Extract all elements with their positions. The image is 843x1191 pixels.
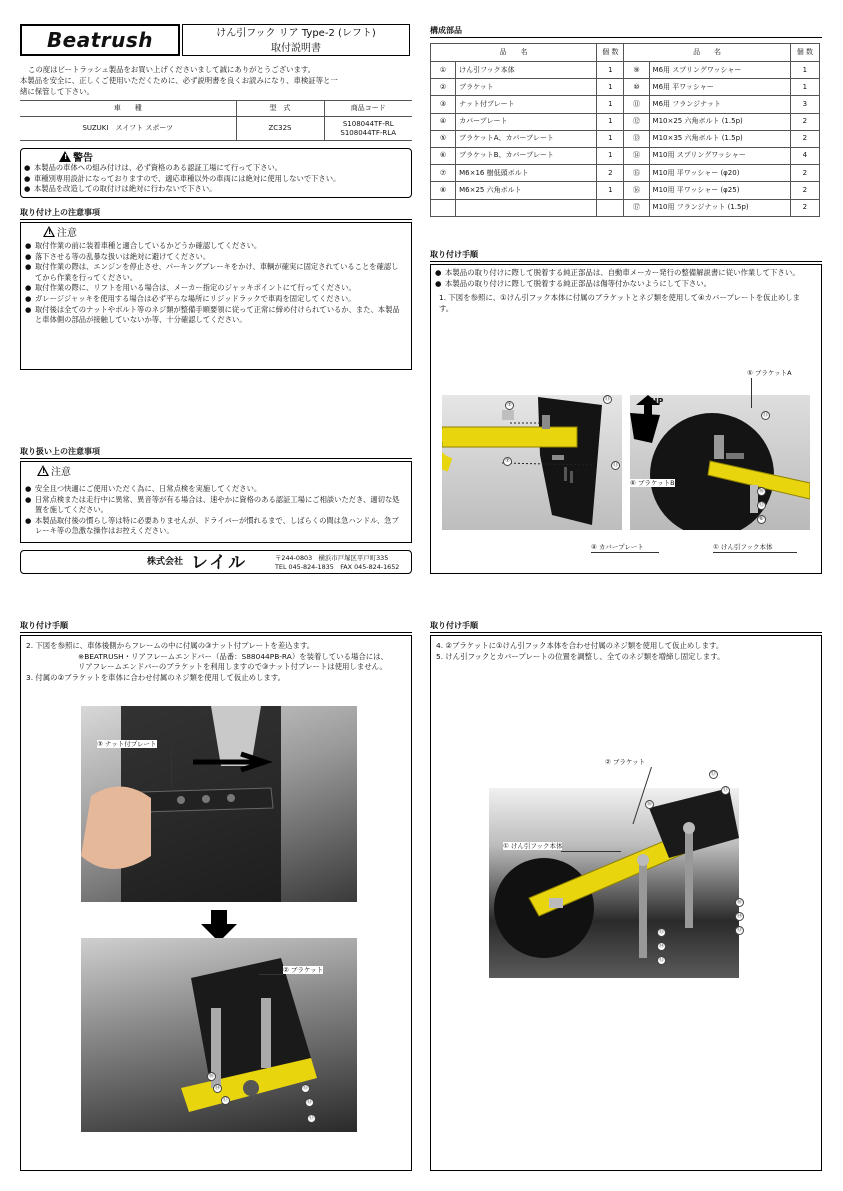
parts-cell: ⑯ — [624, 182, 649, 199]
procedure2-step2-note: ※BEATRUSH・リアフレームエンドバー（品番：S88044PB-RA）を装着している場合には、リアフレームエンドバーのブラケットを利用しますので③ナット付プレートは使用しません。 — [78, 651, 388, 671]
label-nut-plate: ③ ナット付プレート — [97, 740, 157, 748]
parts-cell: M6×16 樹低頭ボルト — [456, 165, 597, 182]
handling-caution-heading — [20, 447, 412, 459]
part-marker: ⑭ — [736, 913, 742, 919]
parts-cell: ⑩ — [624, 79, 649, 96]
procedure3-heading — [430, 621, 822, 633]
parts-cell: 1 — [597, 182, 624, 199]
vehicle-header-code: 商品コード — [324, 101, 412, 117]
part-marker: ⑪ — [604, 396, 610, 402]
procedure3-step5: 5. けん引フックとカバープレートの位置を調整し、全てのネジ類を増締し固定します。 — [436, 651, 725, 661]
company-phone: TEL 045-824-1835 FAX 045-824-1652 — [275, 562, 400, 571]
parts-cell: ブラケット — [456, 79, 597, 96]
label-cover-plate: ④ カバープレート — [591, 543, 644, 551]
parts-row — [431, 113, 820, 130]
company-name: レイル — [191, 553, 248, 573]
parts-cell: ⑬ — [624, 130, 649, 147]
handling-caution-box — [20, 461, 412, 543]
parts-cell: 1 — [790, 62, 819, 79]
intro-text — [20, 64, 412, 97]
warning-item: ● 本製品を改造しての取付けは絶対に行わないで下さい。 — [24, 184, 408, 195]
procedure3-box — [430, 635, 822, 1171]
parts-cell: 1 — [597, 62, 624, 79]
company-contact — [275, 554, 399, 571]
parts-row — [431, 165, 820, 182]
procedure1-step1: 1. 下図を参照に、①けん引フック本体に付属のブラケットとネジ類を使用して④カバープレートを仮止めします。 — [439, 293, 801, 313]
parts-header-name-right: 品 名 — [624, 44, 790, 62]
procedure3-step4: 4. ②ブラケットに①けん引フック本体を合わせ付属のネジ類を使用して仮止めします。 — [436, 641, 724, 650]
parts-header-name-left: 品 名 — [431, 44, 597, 62]
vehicle-header-model: 型 式 — [236, 101, 324, 117]
vehicle-header-car: 車 種 — [20, 101, 236, 117]
part-marker: ⑯ — [736, 899, 742, 905]
parts-cell: 2 — [597, 165, 624, 182]
parts-cell: M6用 フランジナット — [649, 96, 790, 113]
part-marker: ⑰ — [308, 1115, 314, 1121]
brand-name: Beatrush — [46, 28, 154, 52]
label-bracket: ② ブラケット — [605, 758, 646, 766]
parts-cell: ⑮ — [624, 165, 649, 182]
parts-cell: 1 — [790, 79, 819, 96]
company-prefix: 株式会社 — [147, 557, 184, 567]
procedure2-heading-text: 取り付け手順 — [20, 621, 68, 630]
parts-header-qty-right: 個 数 — [790, 44, 819, 62]
parts-cell: ① — [431, 62, 456, 79]
hook-cover-illustration — [442, 395, 622, 530]
part-marker: ⑬ — [306, 1099, 312, 1105]
warning-title-text: 警告 — [73, 153, 93, 164]
procedure1-note: ● 本製品の取り付けに際して脱着する純正部品は傷等付かないようにして下さい。 — [435, 279, 815, 290]
company-address: 〒244-0803 横浜市戸塚区平戸町335 — [275, 554, 389, 562]
handling-caution-item: ● 安全且つ快適にご使用いただく為に、日常点検を実施してください。 — [25, 484, 405, 495]
parts-cell: ⑥ — [431, 147, 456, 164]
procedure2-heading — [20, 621, 412, 633]
warning-list — [24, 163, 408, 195]
handling-caution-heading-text: 取り扱い上の注意事項 — [20, 447, 100, 456]
install-caution-heading — [20, 208, 412, 220]
parts-cell: 2 — [790, 130, 819, 147]
part-marker: ⑰ — [710, 771, 716, 777]
part-marker: ⑭ — [658, 943, 664, 949]
part-marker: ⑥ — [757, 515, 766, 524]
handling-caution-title — [37, 465, 71, 479]
parts-cell: カバープレート — [456, 113, 597, 130]
parts-cell: 2 — [790, 165, 819, 182]
intro-line1: この度はビートラッシュ製品をお買い上げくださいまして誠にありがとうございます。 — [28, 65, 316, 74]
handling-caution-item: ● 本製品取付後の慣らし等は特に必要ありませんが、ドライバーが慣れるまで、しばらくの間は急ハンドル、急ブレーキ等の急激な操作はお控えください。 — [25, 516, 405, 537]
install-caution-title — [43, 226, 77, 240]
procedure2-box — [20, 635, 412, 1171]
label-hook-body: ① けん引フック本体 — [713, 543, 773, 551]
parts-cell: 2 — [790, 113, 819, 130]
nut-plate-illustration — [81, 706, 357, 902]
parts-row — [431, 147, 820, 164]
parts-row — [431, 182, 820, 199]
vehicle-codes — [324, 117, 412, 141]
parts-cell: M10用 フランジナット (1.5p) — [649, 199, 790, 216]
parts-row — [431, 96, 820, 113]
part-marker: ⑭ — [214, 1085, 220, 1091]
intro-line2: 本製品を安全に、正しくご使用いただくために、必ず説明書を良くお読みになり、車検証等と一 — [20, 76, 338, 85]
company-box — [20, 550, 412, 574]
document-title — [182, 24, 410, 56]
install-caution-list — [25, 241, 405, 326]
part-marker: ⑰ — [722, 787, 728, 793]
parts-heading — [430, 26, 822, 38]
part-marker: ⑮ — [658, 929, 664, 935]
parts-cell: ⑦ — [431, 165, 456, 182]
parts-cell: 1 — [597, 113, 624, 130]
vehicle-code-1: S108044TF-RL — [342, 119, 394, 128]
handling-caution-item: ● 日常点検または走行中に異常、異音等が有る場合は、速やかに資格のある認証工場にご相談いただき、適切な処置を施してください。 — [25, 495, 405, 516]
bracket-illustration — [630, 395, 810, 530]
part-marker: ⑰ — [222, 1097, 228, 1103]
warning-item: ● 車種別専用設計になっておりますので、適応車種以外の車両には絶対に使用しないで下さい。 — [24, 174, 408, 185]
parts-cell: M10×25 六角ボルト (1.5p) — [649, 113, 790, 130]
photo-hook-cover-side — [442, 395, 622, 530]
install-caution-item: ● 取付後は全てのナットやボルト等のネジ類が整備手順要領に従って正常に締め付けられているか、また、本製品と車体側の部品が接触していないか等、十分確認してください。 — [25, 305, 405, 326]
parts-cell: M10用 平ワッシャー (φ25) — [649, 182, 790, 199]
vehicle-car: SUZUKI スイフト スポーツ — [20, 117, 236, 141]
parts-row — [431, 62, 820, 79]
parts-cell: ブラケットB、カバープレート — [456, 147, 597, 164]
parts-cell — [456, 199, 597, 216]
part-marker: ⑯ — [646, 801, 652, 807]
caution-icon — [37, 465, 49, 476]
parts-cell: 1 — [597, 130, 624, 147]
parts-cell: 1 — [597, 147, 624, 164]
brand-logo — [20, 24, 180, 56]
parts-cell: ③ — [431, 96, 456, 113]
parts-cell: ④ — [431, 113, 456, 130]
photo-hook-cover-bracket — [630, 395, 810, 530]
procedure1-heading-text: 取り付け手順 — [430, 250, 478, 259]
parts-cell: ⑨ — [624, 62, 649, 79]
photo-hook-install — [489, 788, 739, 978]
parts-cell — [597, 199, 624, 216]
up-label: UP — [651, 397, 664, 406]
parts-cell: M10用 平ワッシャー (φ20) — [649, 165, 790, 182]
parts-cell: ⑧ — [431, 182, 456, 199]
vehicle-model: ZC32S — [236, 117, 324, 141]
handling-caution-list — [25, 484, 405, 537]
warning-box — [20, 148, 412, 198]
parts-table — [430, 43, 820, 217]
procedure2-step2: 2. 下図を参照に、車体後側からフレームの中に付属の③ナット付プレートを差込ます。 — [26, 641, 315, 650]
parts-row — [431, 79, 820, 96]
parts-cell: ブラケットA、カバープレート — [456, 130, 597, 147]
vehicle-table — [20, 100, 412, 141]
part-marker: ⑫ — [758, 502, 764, 508]
parts-cell: 4 — [790, 147, 819, 164]
parts-cell: M10×35 六角ボルト (1.5p) — [649, 130, 790, 147]
part-marker: ⑪ — [762, 412, 768, 418]
warning-item: ● 本製品の車体への組み付けは、必ず資格のある認証工場にて行って下さい。 — [24, 163, 408, 174]
part-marker: ⑯ — [758, 488, 764, 494]
install-caution-title-text: 注意 — [57, 228, 77, 239]
caution-icon — [43, 226, 55, 237]
parts-cell: 1 — [597, 79, 624, 96]
procedure1-box — [430, 264, 822, 574]
procedure1-note: ● 本製品の取り付けに際して脱着する純正部品は、自動車メーカー発行の整備解説書に従い作業して下さい。 — [435, 268, 815, 279]
part-marker: ⑮ — [302, 1085, 308, 1091]
label-bracket-a: ⑤ ブラケットA — [747, 369, 792, 377]
procedure1-notes — [435, 268, 815, 314]
procedure2-step3: 3. 付属の②ブラケットを車体に合わせ付属のネジ類を使用して仮止めします。 — [26, 672, 285, 682]
warning-icon — [59, 151, 71, 162]
parts-cell: 2 — [790, 182, 819, 199]
parts-cell: M6用 スプリングワッシャー — [649, 62, 790, 79]
parts-cell: M6×25 六角ボルト — [456, 182, 597, 199]
label-bracket: ② ブラケット — [283, 966, 324, 974]
install-caution-item: ● 取付作業の前に装着車種と適合しているかどうか確認してください。 — [25, 241, 405, 252]
parts-row — [431, 199, 820, 216]
title-line2: 取付説明書 — [271, 43, 321, 54]
install-caution-item: ● 取付作業の際に、リフトを用いる場合は、メーカー指定のジャッキポイントにて行ってください。 — [25, 283, 405, 294]
part-marker: ⑦ — [503, 457, 512, 466]
part-marker: ⑪ — [612, 462, 618, 468]
parts-cell: ⑪ — [624, 96, 649, 113]
parts-cell: ⑭ — [624, 147, 649, 164]
parts-cell: 2 — [790, 199, 819, 216]
install-caution-item: ● ガレージジャッキを使用する場合は必ず平らな場所にリジッドラックで車両を固定してください。 — [25, 294, 405, 305]
install-caution-item: ● 取付作業の際は、エンジンを停止させ、パーキングブレーキをかけ、車輌が確実に固定されていることを確認してから作業を行ってください。 — [25, 262, 405, 283]
parts-cell: ⑫ — [624, 113, 649, 130]
parts-row — [431, 130, 820, 147]
title-line1: けん引フック リア Type-2 (レフト) — [216, 28, 376, 39]
parts-cell: ⑰ — [624, 199, 649, 216]
procedure3-heading-text: 取り付け手順 — [430, 621, 478, 630]
photo-nut-plate-insert — [81, 706, 357, 902]
parts-cell: M6用 平ワッシャー — [649, 79, 790, 96]
parts-cell: 1 — [597, 96, 624, 113]
install-caution-item: ● 落下させる等の乱暴な扱いは絶対に避けてください。 — [25, 252, 405, 263]
parts-cell: けん引フック本体 — [456, 62, 597, 79]
handling-caution-title-text: 注意 — [51, 467, 71, 478]
parts-cell: ⑤ — [431, 130, 456, 147]
procedure3-text — [436, 641, 815, 662]
parts-body — [431, 62, 820, 217]
label-hook-body: ① けん引フック本体 — [503, 842, 563, 850]
part-marker: ⑯ — [208, 1073, 214, 1079]
parts-cell: ② — [431, 79, 456, 96]
part-marker: ⑦ — [505, 401, 514, 410]
intro-line3: 緒に保管して下さい。 — [20, 87, 94, 96]
procedure2-text — [26, 641, 405, 683]
vehicle-code-2: S108044TF-RLA — [340, 128, 397, 137]
parts-cell: M10用 スプリングワッシャー — [649, 147, 790, 164]
hook-install-illustration — [489, 788, 739, 978]
part-marker: ⑫ — [658, 957, 664, 963]
procedure1-heading — [430, 250, 822, 262]
parts-cell: 3 — [790, 96, 819, 113]
part-marker: ⑬ — [736, 927, 742, 933]
parts-cell: ナット付プレート — [456, 96, 597, 113]
label-bracket-b: ⑥ ブラケットB — [630, 479, 675, 487]
parts-header-qty-left: 個 数 — [597, 44, 624, 62]
install-caution-box — [20, 222, 412, 370]
parts-heading-text: 構成部品 — [430, 26, 462, 35]
parts-cell — [431, 199, 456, 216]
install-caution-heading-text: 取り付け上の注意事項 — [20, 208, 100, 217]
